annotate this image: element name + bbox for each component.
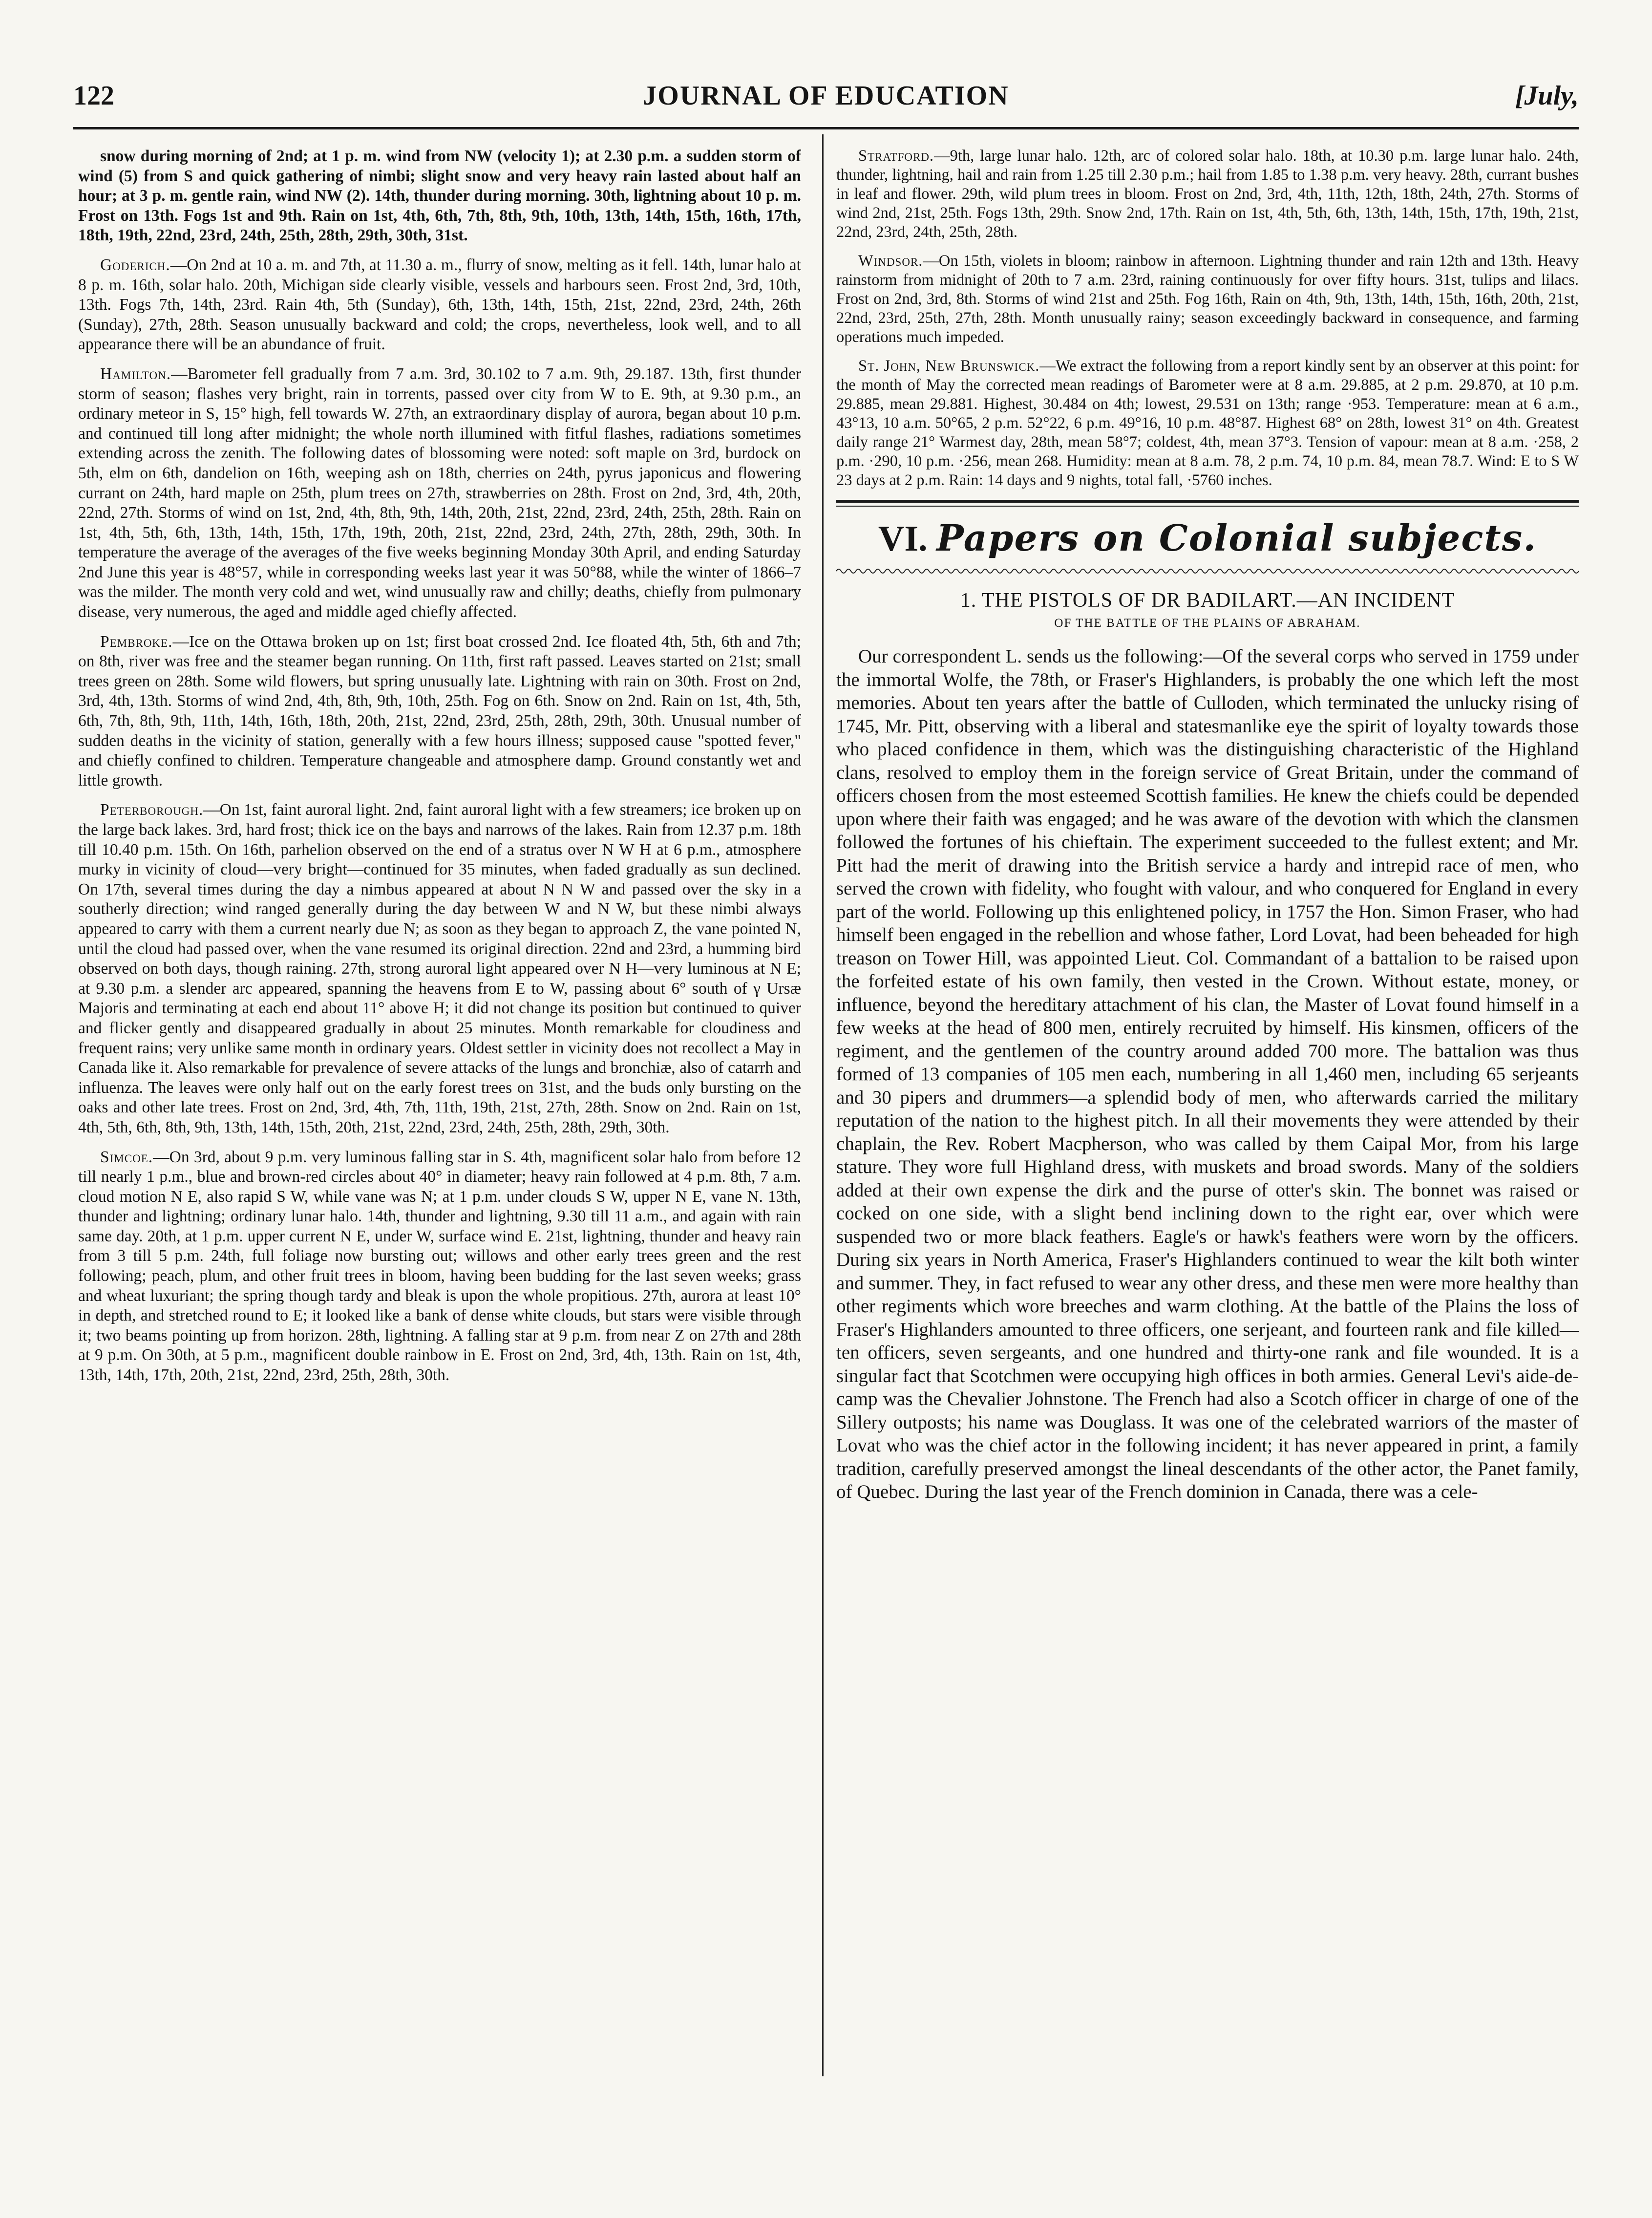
page-header [73, 80, 1579, 124]
report-place: Simcoe. [100, 1148, 153, 1166]
report-place: Stratford. [858, 147, 934, 165]
report-place: Hamilton. [100, 364, 171, 383]
running-title: JOURNAL OF EDUCATION [643, 81, 1009, 111]
weather-report-hamilton [78, 364, 801, 622]
report-text: —We extract the following from a report kindly sent by an observer at this point: for the month of May the corrected mean readings of Barometer were at 8 a.m. 29.885, at 2 p.m. 29.870, at 10 p.m. 29.885, mean 29.881. Highest, 30.484 on 4th; lowest, 29.531 on 13th; range ·953. Temperature: mean at 6 a.m., 43°13, 10 a.m. 50°65, 2 p.m. 52°22, 6 p.m. 49°16, 10 p.m. 48°87. Highest 68° on 28th, lowest 31° on 4th. Greatest daily range 21° Warmest day, 28th, mean 58°7; coldest, 4th, mean 37°3. Tension of vapour: mean at 8 a.m. ·258, 2 p.m. ·290, 10 p.m. ·256, mean 268. Humidity: mean at 8 a.m. 78, 2 p.m. 74, 10 p.m. 84, mean 78.7. Wind: E to S W 23 days at 2 p.m. Rain: 14 days and 9 nights, total fall, ·5760 inches. [836, 357, 1579, 489]
report-text: snow during morning of 2nd; at 1 p. m. wind from NW (velocity 1); at 2.30 p.m. a sudden storm of wind (5) from S and quick gathering of nimbi; slight snow and very heavy rain lasted about half an hour; at 3 p. m. gentle rain, wind NW (2). 14th, thunder during morning. 30th, lightning about 10 p. m. Frost on 13th. Fogs 1st and 9th. Rain on 1st, 4th, 6th, 7th, 8th, 9th, 10th, 13th, 14th, 15th, 16th, 17th, 18th, 19th, 22nd, 23rd, 24th, 25th, 28th, 29th, 30th, 31st. [78, 147, 801, 245]
section-title: Papers on Colonial subjects. [936, 517, 1537, 559]
weather-report-st-john [836, 357, 1579, 490]
report-text: —On 1st, faint auroral light. 2nd, faint auroral light with a few streamers; ice broken up on the large back lakes. 3rd, hard frost; thick ice on the bays and narrows of the lakes. Rain from 12.37 p.m. 18th till 10.40 p.m. 15th. On 16th, parhelion observed on the end of a stratus over N W H at 6 p.m., atmosphere murky in vicinity of cloud—very bright—continued for 35 minutes, when faded gradually as sun declined. On 17th, several times during the day a nimbus appeared at about N N W and passed over the sky in a southerly direction; wind ranged generally during the day between W and N W, but these nimbi always appeared to carry with them a current nearly due N; as soon as they began to approach Z, the vane pointed N, until the cloud had passed over, when the vane resumed its original direction. 22nd and 23rd, a humming bird observed on both days, though raining. 27th, strong auroral light appeared over N H—very luminous at N E; at 9.30 p.m. a slender arc appeared, spanning the heavens from E to W, passing about 6° south of γ Ursæ Majoris and terminating at each end about 11° above H; it did not change its position but continued to quiver and flicker gently and disappeared gradually in about 25 minutes. Month remarkable for cloudiness and frequent rains; very unlike same month in ordinary years. Oldest settler in vicinity does not recollect a May in Canada like it. Also remarkable for prevalence of severe attacks of the lungs and bronchiæ, also of catarrh and influenza. The leaves were only half out on the early forest trees on 31st, and the buds only bursting on the oaks and other late trees. Frost on 2nd, 3rd, 4th, 7th, 11th, 19th, 21st, 27th, 28th. Snow on 2nd. Rain on 1st, 4th, 5th, 6th, 8th, 9th, 13th, 14th, 15th, 20th, 21st, 22nd, 23rd, 24th, 25th, 28th, 29th, 30th. [78, 801, 801, 1136]
weather-reports-right [836, 147, 1579, 490]
report-text: —On 15th, violets in bloom; rainbow in afternoon. Lightning thunder and rain 12th and 13th. Heavy rainstorm from midnight of 20th to 7 a.m. 23rd, raining continuously for over fifty hours. 31st, tulips and lilacs. Frost on 2nd, 3rd, 8th. Storms of wind 21st and 25th. Fog 16th, Rain on 4th, 9th, 13th, 14th, 15th, 16th, 20th, 21st, 22nd, 23rd, 25th, 27th, 28th. Month unusually rainy; season exceedingly backward in consequence, and farming operations much impeded. [836, 252, 1579, 346]
report-place: Peterborough. [100, 801, 204, 819]
weather-report-stratford [836, 147, 1579, 242]
weather-report-goderich [78, 256, 801, 355]
column-divider [822, 134, 824, 2076]
right-column [836, 147, 1579, 2081]
header-rule [73, 127, 1579, 129]
report-place: Goderich. [100, 256, 170, 274]
report-place: Windsor. [858, 252, 923, 270]
section-rule-thin [836, 506, 1579, 507]
section-numeral: VI. [878, 519, 928, 559]
left-column [78, 147, 801, 2081]
article-title: 1. THE PISTOLS OF DR BADILART.—AN INCIDENT [960, 589, 1455, 612]
report-text: —On 3rd, about 9 p.m. very luminous falling star in S. 4th, magnificent solar halo from before 12 till nearly 1 p.m., blue and brown-red circles about 40° in diameter; heavy rain followed at 4 p.m. 8th, 7 a.m. cloud motion N E, also rapid S W, while vane was N; at 1 p.m. under clouds S W, upper N E, vane N. 13th, thunder and lightning; ordinary lunar halo. 14th, thunder and lightning, 9.30 till 11 a.m., and again with rain same day. 20th, at 1 p.m. upper current N E, under W, surface wind E. 21st, lightning, thunder and heavy rain from 3 till 5 p.m. 24th, full foliage now bursting out; willows and other early trees green and the rest following; peach, plum, and other fruit trees in bloom, having been budding for the last seven weeks; grass and wheat luxuriant; the spring though tardy and bleak is upon the whole propitious. 27th, aurora at least 10° in depth, and stretched round to E; it looked like a bank of dense white clouds, but stars were visible through it; two beams pointing up from horizon. 28th, lightning. A falling star at 9 p.m. from near Z on 27th and 28th at 9 p.m. On 30th, at 5 p.m., magnificent double rainbow in E. Frost on 2nd, 3rd, 4th, 13th. Rain on 1st, 4th, 13th, 14th, 17th, 20th, 21st, 22nd, 23rd, 25th, 28th, 30th. [78, 1148, 801, 1385]
section-heading [836, 516, 1579, 561]
report-place: St. John, New Brunswick. [858, 357, 1040, 375]
weather-report-simcoe [78, 1148, 801, 1386]
section-rule [836, 500, 1579, 503]
report-text: —9th, large lunar halo. 12th, arc of colored solar halo. 18th, at 10.30 p.m. large lunar halo. 24th, thunder, lightning, hail and rain from 1.25 till 2.30 p.m.; hail from 1.85 to 1.38 p.m. very heavy. 28th, currant bushes in leaf and flower. 29th, wild plum trees in bloom. Frost on 2nd, 3rd, 4th, 11th, 12th, 18th, 24th, 27th. Storms of wind 2nd, 21st, 25th. Fogs 13th, 29th. Snow 2nd, 17th. Rain on 1st, 4th, 5th, 6th, 13th, 14th, 15th, 17th, 19th, 21st, 22nd, 23rd, 24th, 25th, 28th. [836, 147, 1579, 241]
weather-report-pembroke [78, 632, 801, 791]
report-text: —Barometer fell gradually from 7 a.m. 3rd, 30.102 to 7 a.m. 9th, 29.187. 13th, first thunder storm of season; flashes very bright, rain in torrents, passed over city from W to E. 9th, at 9.30 p.m., an ordinary meteor in S, 15° high, fell towards W. 27th, an extraordinary display of aurora, began about 10 p.m. and continued till long after midnight; the whole north illumined with fitful flashes, radiations sometimes extending across the zenith. The following dates of blossoming were noted: soft maple on 3rd, burdock on 5th, elm on 6th, dandelion on 16th, weeping ash on 18th, cherries on 24th, pyrus japonicus and flowering currant on 24th, hard maple on 25th, plum trees on 27th, strawberries on 28th. Frost on 2nd, 3rd, 4th, 20th, 22nd, 27th. Storms of wind on 1st, 2nd, 4th, 8th, 9th, 14th, 20th, 21st, 22nd, 23rd, 24th, 25th, 28th. Rain on 1st, 4th, 5th, 6th, 13th, 14th, 15th, 17th, 19th, 20th, 21st, 22nd, 23rd, 24th, 27th, 28th, 29th, 30th. In temperature the average of the averages of the five weeks beginning Monday 30th April, and ending Saturday 2nd June this year is 48°57, while in corresponding weeks last year it was 50°88, while the winter of 1866–7 was the milder. The month very cold and wet, wind unusually raw and chilly; deaths, chiefly from pulmonary disease, very numerous, the aged and middle aged chiefly affected. [78, 364, 801, 621]
report-text: —Ice on the Ottawa broken up on 1st; first boat crossed 2nd. Ice floated 4th, 5th, 6th and 7th; on 8th, river was free and the steamer began running. On 11th, first raft passed. Leaves started on 21st; small trees green on 28th. Some wild flowers, but spring unusually late. Lightning with rain on 30th. Frost on 2nd, 3rd, 4th, 13th. Storms of wind 2nd, 4th, 8th, 9th, 10th, 25th. Fog on 6th. Snow on 2nd. Rain on 1st, 4th, 5th, 6th, 7th, 8th, 9th, 11th, 14th, 16th, 18th, 20th, 21st, 22nd, 23rd, 25th, 28th, 29th, 30th. Unusual number of sudden deaths in the vicinity of station, generally with a few hours illness; supposed cause "spotted fever," and chiefly confined to children. Temperature changeable and atmosphere damp. Ground constantly wet and little growth. [78, 632, 801, 789]
report-text: —On 2nd at 10 a. m. and 7th, at 11.30 a. m., flurry of snow, melting as it fell. 14th, lunar halo at 8 p. m. 16th, solar halo. 20th, Michigan side clearly visible, vessels and harbours seen. Frost 2nd, 3rd, 10th, 13th. Fogs 7th, 14th, 23rd. Rain 4th, 5th (Sunday), 6th, 13th, 14th, 15th, 21st, 22nd, 23rd, 24th, 26th (Sunday), 27th, 28th. Season unusually backward and cold; the crops, nevertheless, look well, and to all appearance there will be an abundance of fruit. [78, 256, 801, 354]
weather-report-continued [78, 147, 801, 246]
weather-report-windsor [836, 252, 1579, 347]
page-number: 122 [73, 81, 114, 111]
article-paragraph: Our correspondent L. sends us the following:—Of the several corps who served in 1759 under the immortal Wolfe, the 78th, or Fraser's Highlanders, is probably the one which left the most memories. About ten years after the battle of Culloden, which terminated the unlucky rising of 1745, Mr. Pitt, observing with a liberal and statesmanlike eye the spirit of loyalty towards those who placed confidence in them, which was the distinguishing characteristic of the Highland clans, resolved to employ them in the foreign service of Great Britain, under the command of officers chosen from the most esteemed Scottish families. He knew the chiefs could be depended upon where their faith was engaged; and he was aware of the devotion with which the clansmen followed the fortunes of his chieftain. The experiment succeeded to the fullest extent; and Mr. Pitt had the merit of drawing into the British service a hardy and intrepid race of men, who served the crown with fidelity, who fought with valour, and who conquered for England in every part of the world. Following up this enlightened policy, in 1757 the Hon. Simon Fraser, who had himself been engaged in the rebellion and whose father, Lord Lovat, had been beheaded for high treason on Tower Hill, was appointed Lieut. Col. Commandant of a battalion to be raised upon the forfeited estate of his own family, then vested in the Crown. Without estate, money, or influence, beyond the hereditary attachment of his clan, the Master of Lovat found himself in a few weeks at the head of 800 men, entirely recruited by himself. His kinsmen, officers of the regiment, and the gentlemen of the country around added 700 more. The battalion was thus formed of 13 companies of 105 men each, numbering in all 1,460 men, including 65 serjeants and 30 pipers and drummers—a splendid body of men, who afterwards carried the military reputation of the nation to the highest pitch. In all their movements they were attended by their chaplain, the Rev. Robert Macpherson, who was called by them Caipal Mor, from his large stature. They wore full Highland dress, with muskets and broad swords. Many of the soldiers added at their own expense the dirk and the purse of otter's skin. The bonnet was raised or cocked on one side, with a slight bend inclining down to the right ear, over which were suspended two or more black feathers. Eagle's or hawk's feathers were worn by the officers. During six years in North America, Fraser's Highlanders continued to wear the kilt both winter and summer. They, in fact refused to wear any other dress, and these men were more healthy than other regiments which wore breeches and warm clothing. At the battle of the Plains the loss of Fraser's Highlanders amounted to three officers, one serjeant, and fourteen rank and file killed—ten officers, seven sergeants, and one hundred and thirty-one rank and file wounded. It is a singular fact that Scotchmen were occupying high offices in both armies. General Levi's aide-de-camp was the Chevalier Johnstone. The French had also a Scotch officer in charge of one of the Sillery outposts; his name was Douglass. It was one of the celebrated warriors of the master of Lovat who was the chief actor in the following incident; it has never appeared in print, a family tradition, carefully preserved amongst the lineal descendants of the other actor, the Panet family, of Quebec. During the last year of the French dominion in Canada, there was a cele- [836, 646, 1579, 1502]
article-subtitle: OF THE BATTLE OF THE PLAINS OF ABRAHAM. [1054, 617, 1361, 630]
article-body [836, 645, 1579, 1504]
header-month: [July, [1515, 81, 1579, 111]
wavy-rule-ornament [836, 566, 1579, 576]
weather-report-peterborough [78, 800, 801, 1137]
report-place: Pembroke. [100, 632, 173, 651]
